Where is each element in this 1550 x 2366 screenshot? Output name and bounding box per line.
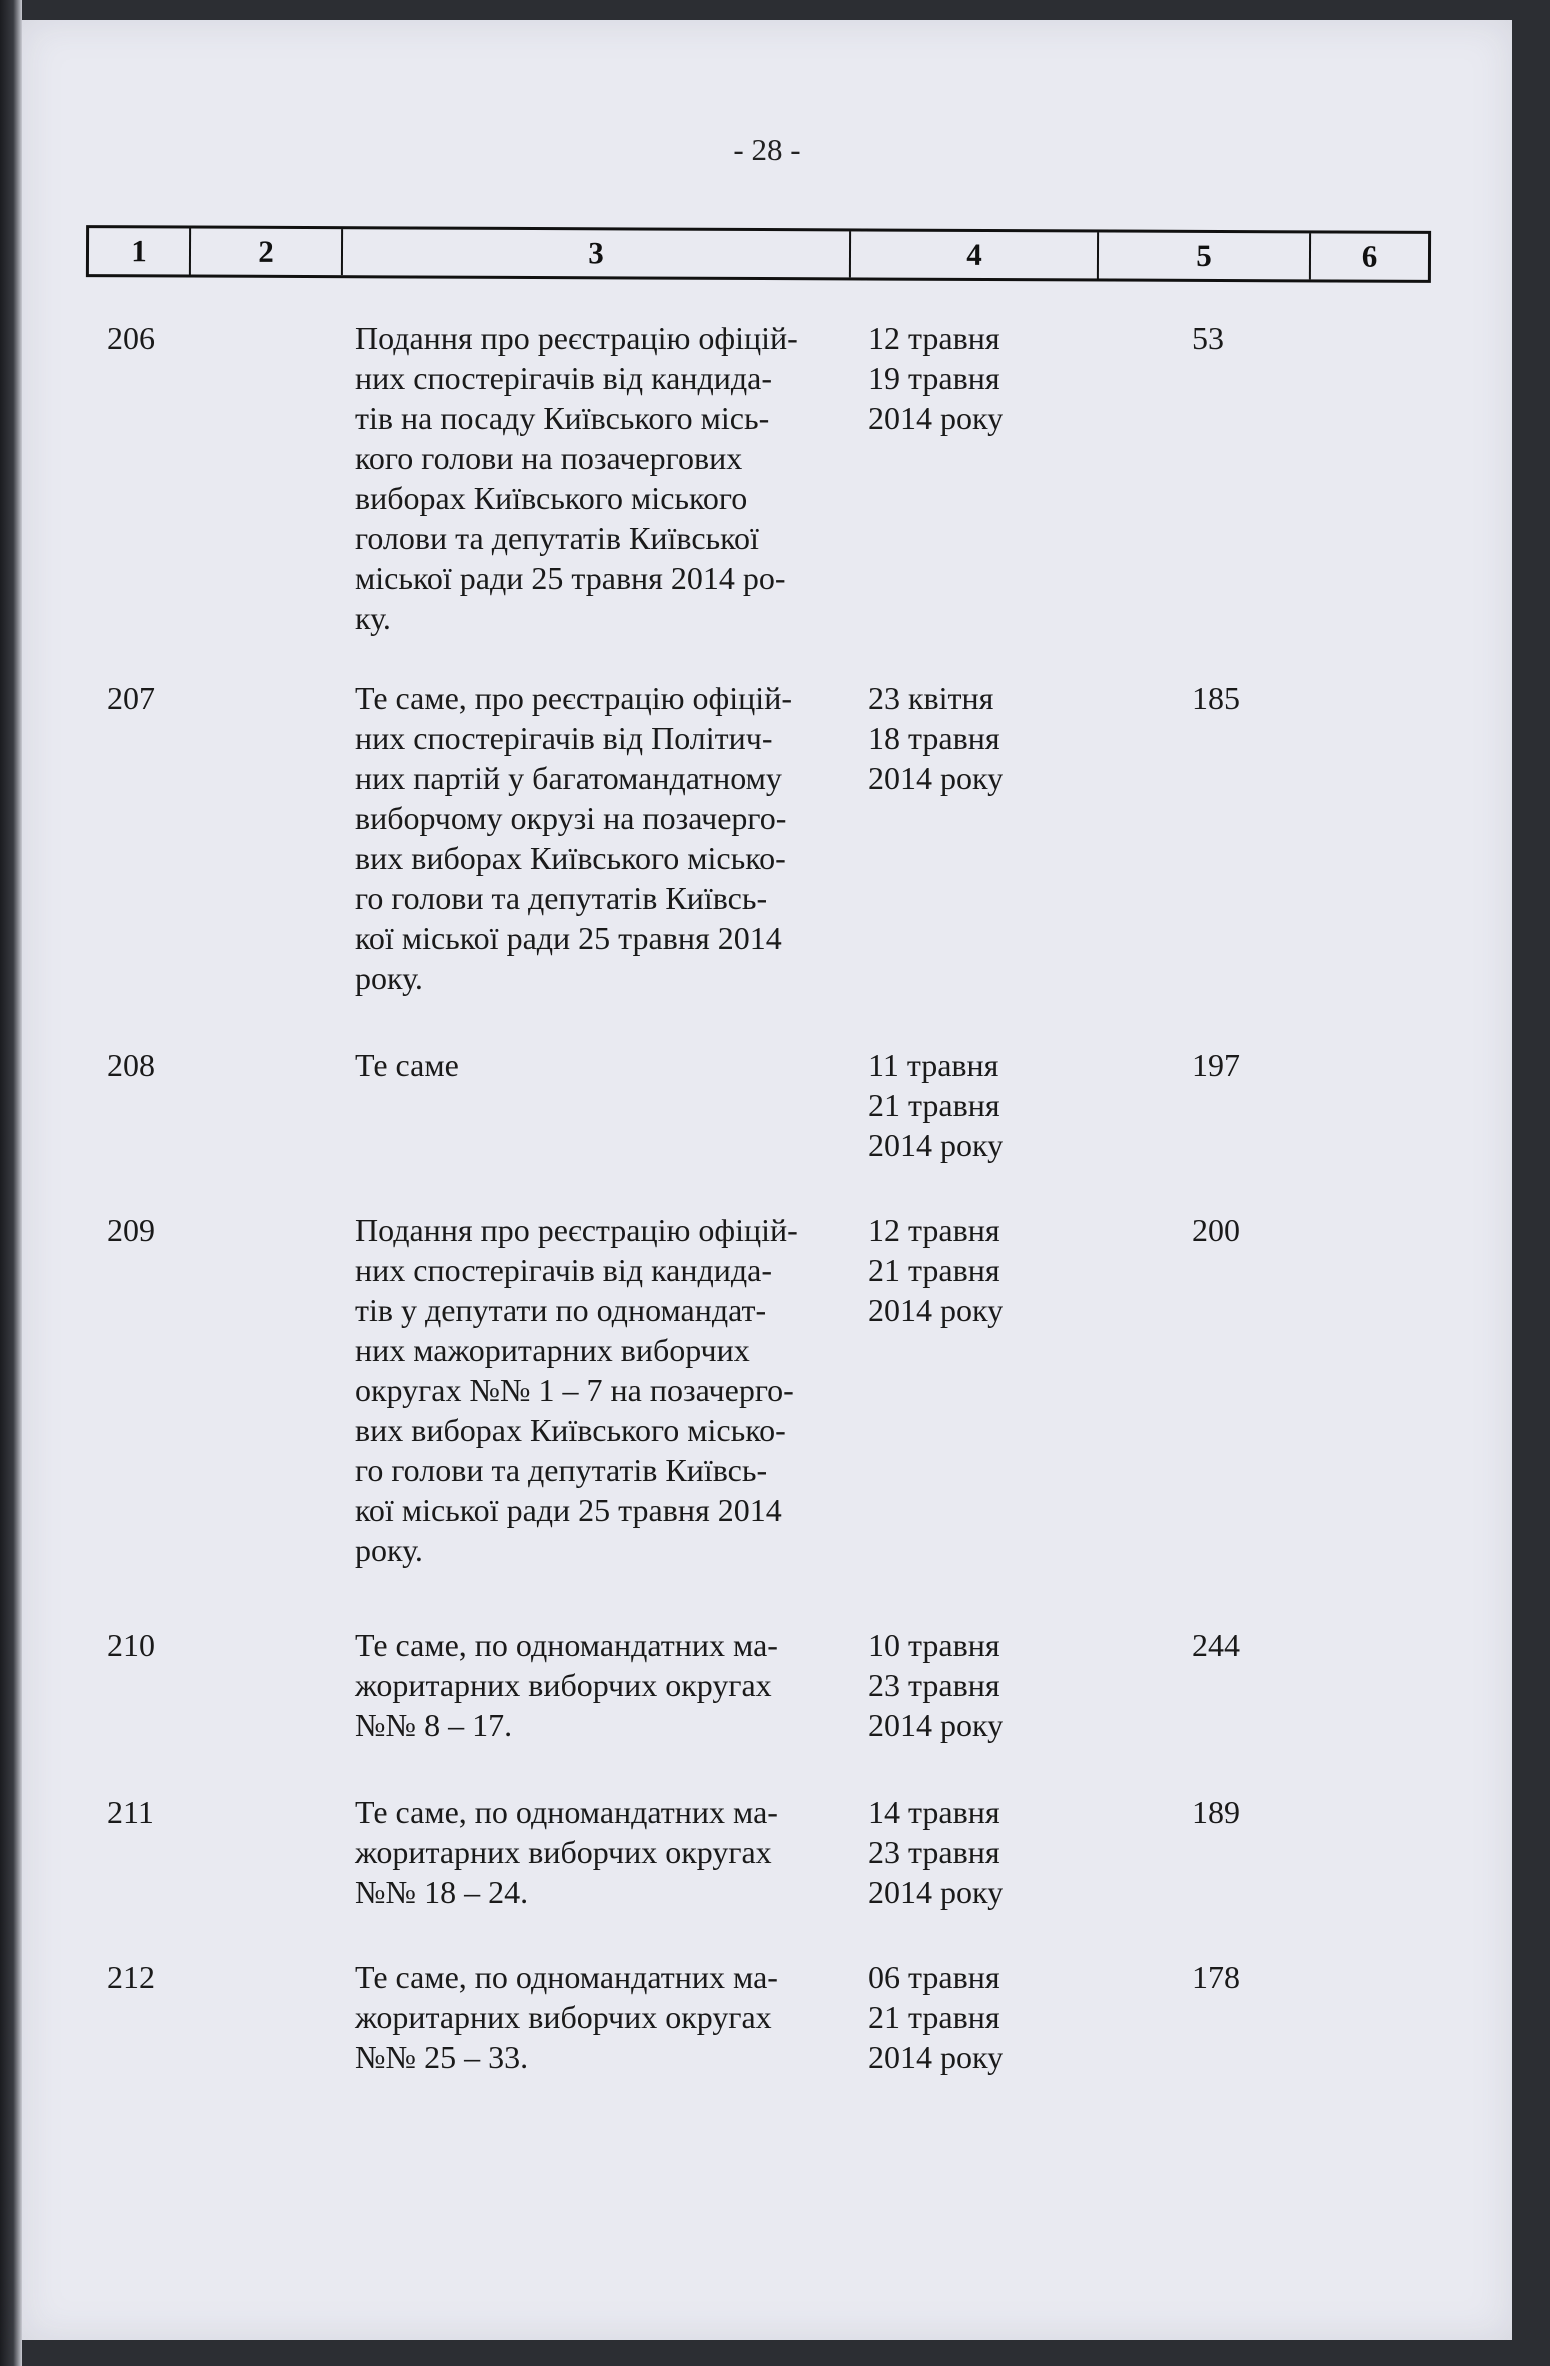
row-description: Те саме [355, 1047, 459, 1083]
column-header-6: 6 [1361, 238, 1378, 274]
column-header-5: 5 [1099, 232, 1311, 279]
row-description: Те саме, про реєстрацію офіцій- них спостерігачів від Політич- них партій у багатомандатному виборчому окрузі на позачерго- вих виборах Київського місько- го голови та депутатів Київсь- кої міської ради 25 травня 2014 року. [355, 680, 792, 996]
row-dates: 06 травня 21 травня 2014 року [868, 1959, 1004, 2075]
book-spine [0, 0, 22, 2366]
column-header-table [86, 225, 1431, 283]
row-description: Подання про реєстрацію офіцій- них спостерігачів від кандида- тів у депутати по одномандат- них мажоритарних виборчих округах №№ 1 – 7 на позачерго- вих виборах Київського місько- го голови та депутатів Київсь- кої міської ради 25 травня 2014 року. [355, 1212, 798, 1568]
row-description: Подання про реєстрацію офіцій- них спостерігачів від кандида- тів на посаду Київського місь- кого голови на позачергових виборах Київського міського голови та депутатів Київської міської ради 25 травня 2014 ро- ку. [355, 320, 798, 636]
row-page-count: 53 [1192, 320, 1224, 356]
column-header-1: 1 [89, 228, 191, 274]
row-number: 208 [107, 1047, 155, 1083]
row-description: Те саме, по одномандатних ма- жоритарних виборчих округах №№ 18 – 24. [355, 1794, 778, 1910]
row-dates: 14 травня 23 травня 2014 року [868, 1794, 1004, 1910]
row-number: 209 [107, 1212, 155, 1248]
row-number: 210 [107, 1627, 155, 1663]
row-dates: 11 травня 21 травня 2014 року [868, 1047, 1004, 1163]
row-number: 211 [107, 1794, 154, 1830]
column-header-2: 2 [191, 229, 343, 276]
column-header-3: 3 [343, 229, 851, 277]
row-dates: 23 квітня 18 травня 2014 року [868, 680, 1004, 796]
page-number: - 28 - [733, 132, 801, 167]
row-description: Те саме, по одномандатних ма- жоритарних виборчих округах №№ 25 – 33. [355, 1959, 778, 2075]
row-number: 207 [107, 680, 155, 716]
row-number: 206 [107, 320, 155, 356]
row-page-count: 200 [1192, 1212, 1240, 1248]
row-page-count: 185 [1192, 680, 1240, 716]
row-number: 212 [107, 1959, 155, 1995]
document-page [22, 20, 1512, 2340]
row-page-count: 189 [1192, 1794, 1240, 1830]
column-header-4: 4 [851, 231, 1099, 278]
row-page-count: 244 [1192, 1627, 1240, 1663]
row-dates: 12 травня 19 травня 2014 року [868, 320, 1004, 436]
row-page-count: 178 [1192, 1959, 1240, 1995]
row-dates: 10 травня 23 травня 2014 року [868, 1627, 1004, 1743]
row-page-count: 197 [1192, 1047, 1240, 1083]
row-description: Те саме, по одномандатних ма- жоритарних виборчих округах №№ 8 – 17. [355, 1627, 778, 1743]
row-dates: 12 травня 21 травня 2014 року [868, 1212, 1004, 1328]
